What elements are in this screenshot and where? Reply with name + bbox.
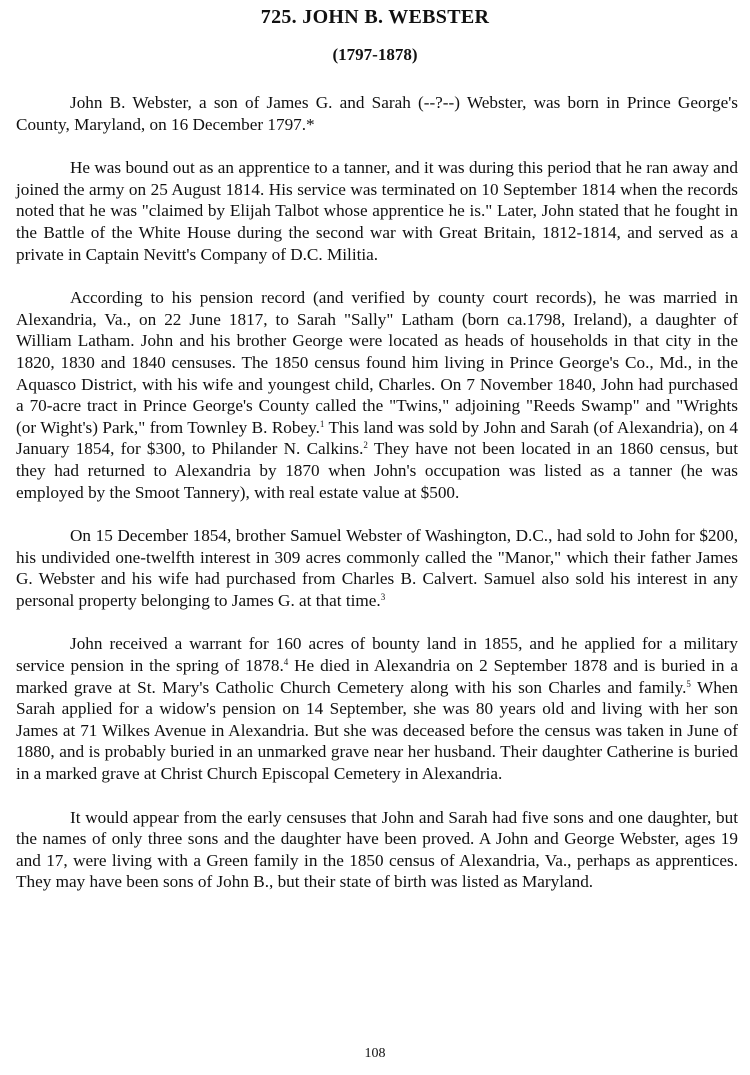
- footnote-marker: 4: [283, 657, 289, 668]
- footnote-marker: 5: [686, 678, 691, 689]
- paragraph-text: John received a warrant for 160 acres of bounty land in 1855, and he applied for a military service pension in the spring of 1878.: [16, 634, 738, 676]
- lifespan-subtitle: (1797-1878): [332, 45, 418, 64]
- paragraph-text: On 15 December 1854, brother Samuel Webster of Washington, D.C., had sold to John for $200, his undivided one-twelfth interest in 309 acres commonly called the "Manor," which their father James G. Webster and his wife had purchased from Charles B. Calvert. Samuel also sold his interest in any personal property belonging to James G. at that time.: [16, 526, 738, 610]
- paragraph-text: It would appear from the early censuses that John and Sarah had five sons and one daughter, but the names of only three sons and the daughter have been proved. A John and George Webster, ages 19 and 17, were living with a Green family in the 1850 census of Alexandria, Va., perhaps as apprentices. They may have been sons of John B., but their state of birth was listed as Maryland.: [16, 807, 738, 892]
- paragraph: [16, 157, 738, 265]
- paragraph-text: When Sarah applied for a widow's pension on 14 September, she was 80 years old and living with her son James at 71 Wilkes Avenue in Alexandria. But she was deceased before the census was taken in June of 1880, and is probably buried in an unmarked grave near her husband. Their daughter Catherine is buried in a marked grave at Christ Church Episcopal Cemetery in Alexandria.: [16, 677, 739, 784]
- paragraph-text: John B. Webster, a son of James G. and Sarah (--?--) Webster, was born in Prince George's County, Maryland, on 16 December 1797.*: [16, 93, 738, 134]
- footnote-marker: 3: [380, 591, 386, 602]
- body-text: [16, 92, 738, 915]
- footnote-marker: 1: [319, 418, 325, 429]
- paragraph: [16, 807, 738, 893]
- paragraph: [16, 633, 738, 784]
- paragraph-text: He died in Alexandria on 2 September 1878 and is buried in a marked grave at St. Mary's Catholic Church Cemetery along with his son Charles and family.: [16, 656, 738, 697]
- paragraph: [16, 525, 738, 611]
- paragraph: [16, 287, 738, 503]
- footnote-marker: 2: [363, 440, 368, 451]
- paragraph-text: This land was sold by John and Sarah (of Alexandria), on 4 January 1854, for $300, to Philander N. Calkins.: [16, 417, 738, 459]
- paragraph-text: He was bound out as an apprentice to a tanner, and it was during this period that he ran away and joined the army on 25 August 1814. His service was terminated on 10 September 1814 when the records noted that he was "claimed by Elijah Talbot whose apprentice he is." Later, John stated that he fought in the Battle of the White House during the second war with Great Britain, 1812-1814, and served as a private in Captain Nevitt's Company of D.C. Militia.: [16, 158, 738, 264]
- paragraph-text: According to his pension record (and verified by county court records), he was married in Alexandria, Va., on 22 June 1817, to Sarah "Sally" Latham (born ca.1798, Ireland), a daughter of William Latham. John and his brother George were located as heads of households in that city in the 1820, 1830 and 1840 censuses. The 1850 census found him living in Prince George's Co., Md., in the Aquasco District, with his wife and youngest child, Charles. On 7 November 1840, John had purchased a 70-acre tract in Prince George's County called the "Twins," adjoining "Reeds Swamp" and "Wrights (or Wight's) Park," from Townley B. Robey.: [16, 288, 738, 437]
- paragraph: [16, 92, 738, 135]
- page-title: 725. JOHN B. WEBSTER: [260, 6, 490, 28]
- page-number: 108: [364, 1046, 386, 1061]
- paragraph-text: They have not been located in an 1860 census, but they had returned to Alexandria by 1870 when John's occupation was listed as a tanner (he was employed by the Smoot Tannery), with real estate value at $500.: [16, 439, 738, 502]
